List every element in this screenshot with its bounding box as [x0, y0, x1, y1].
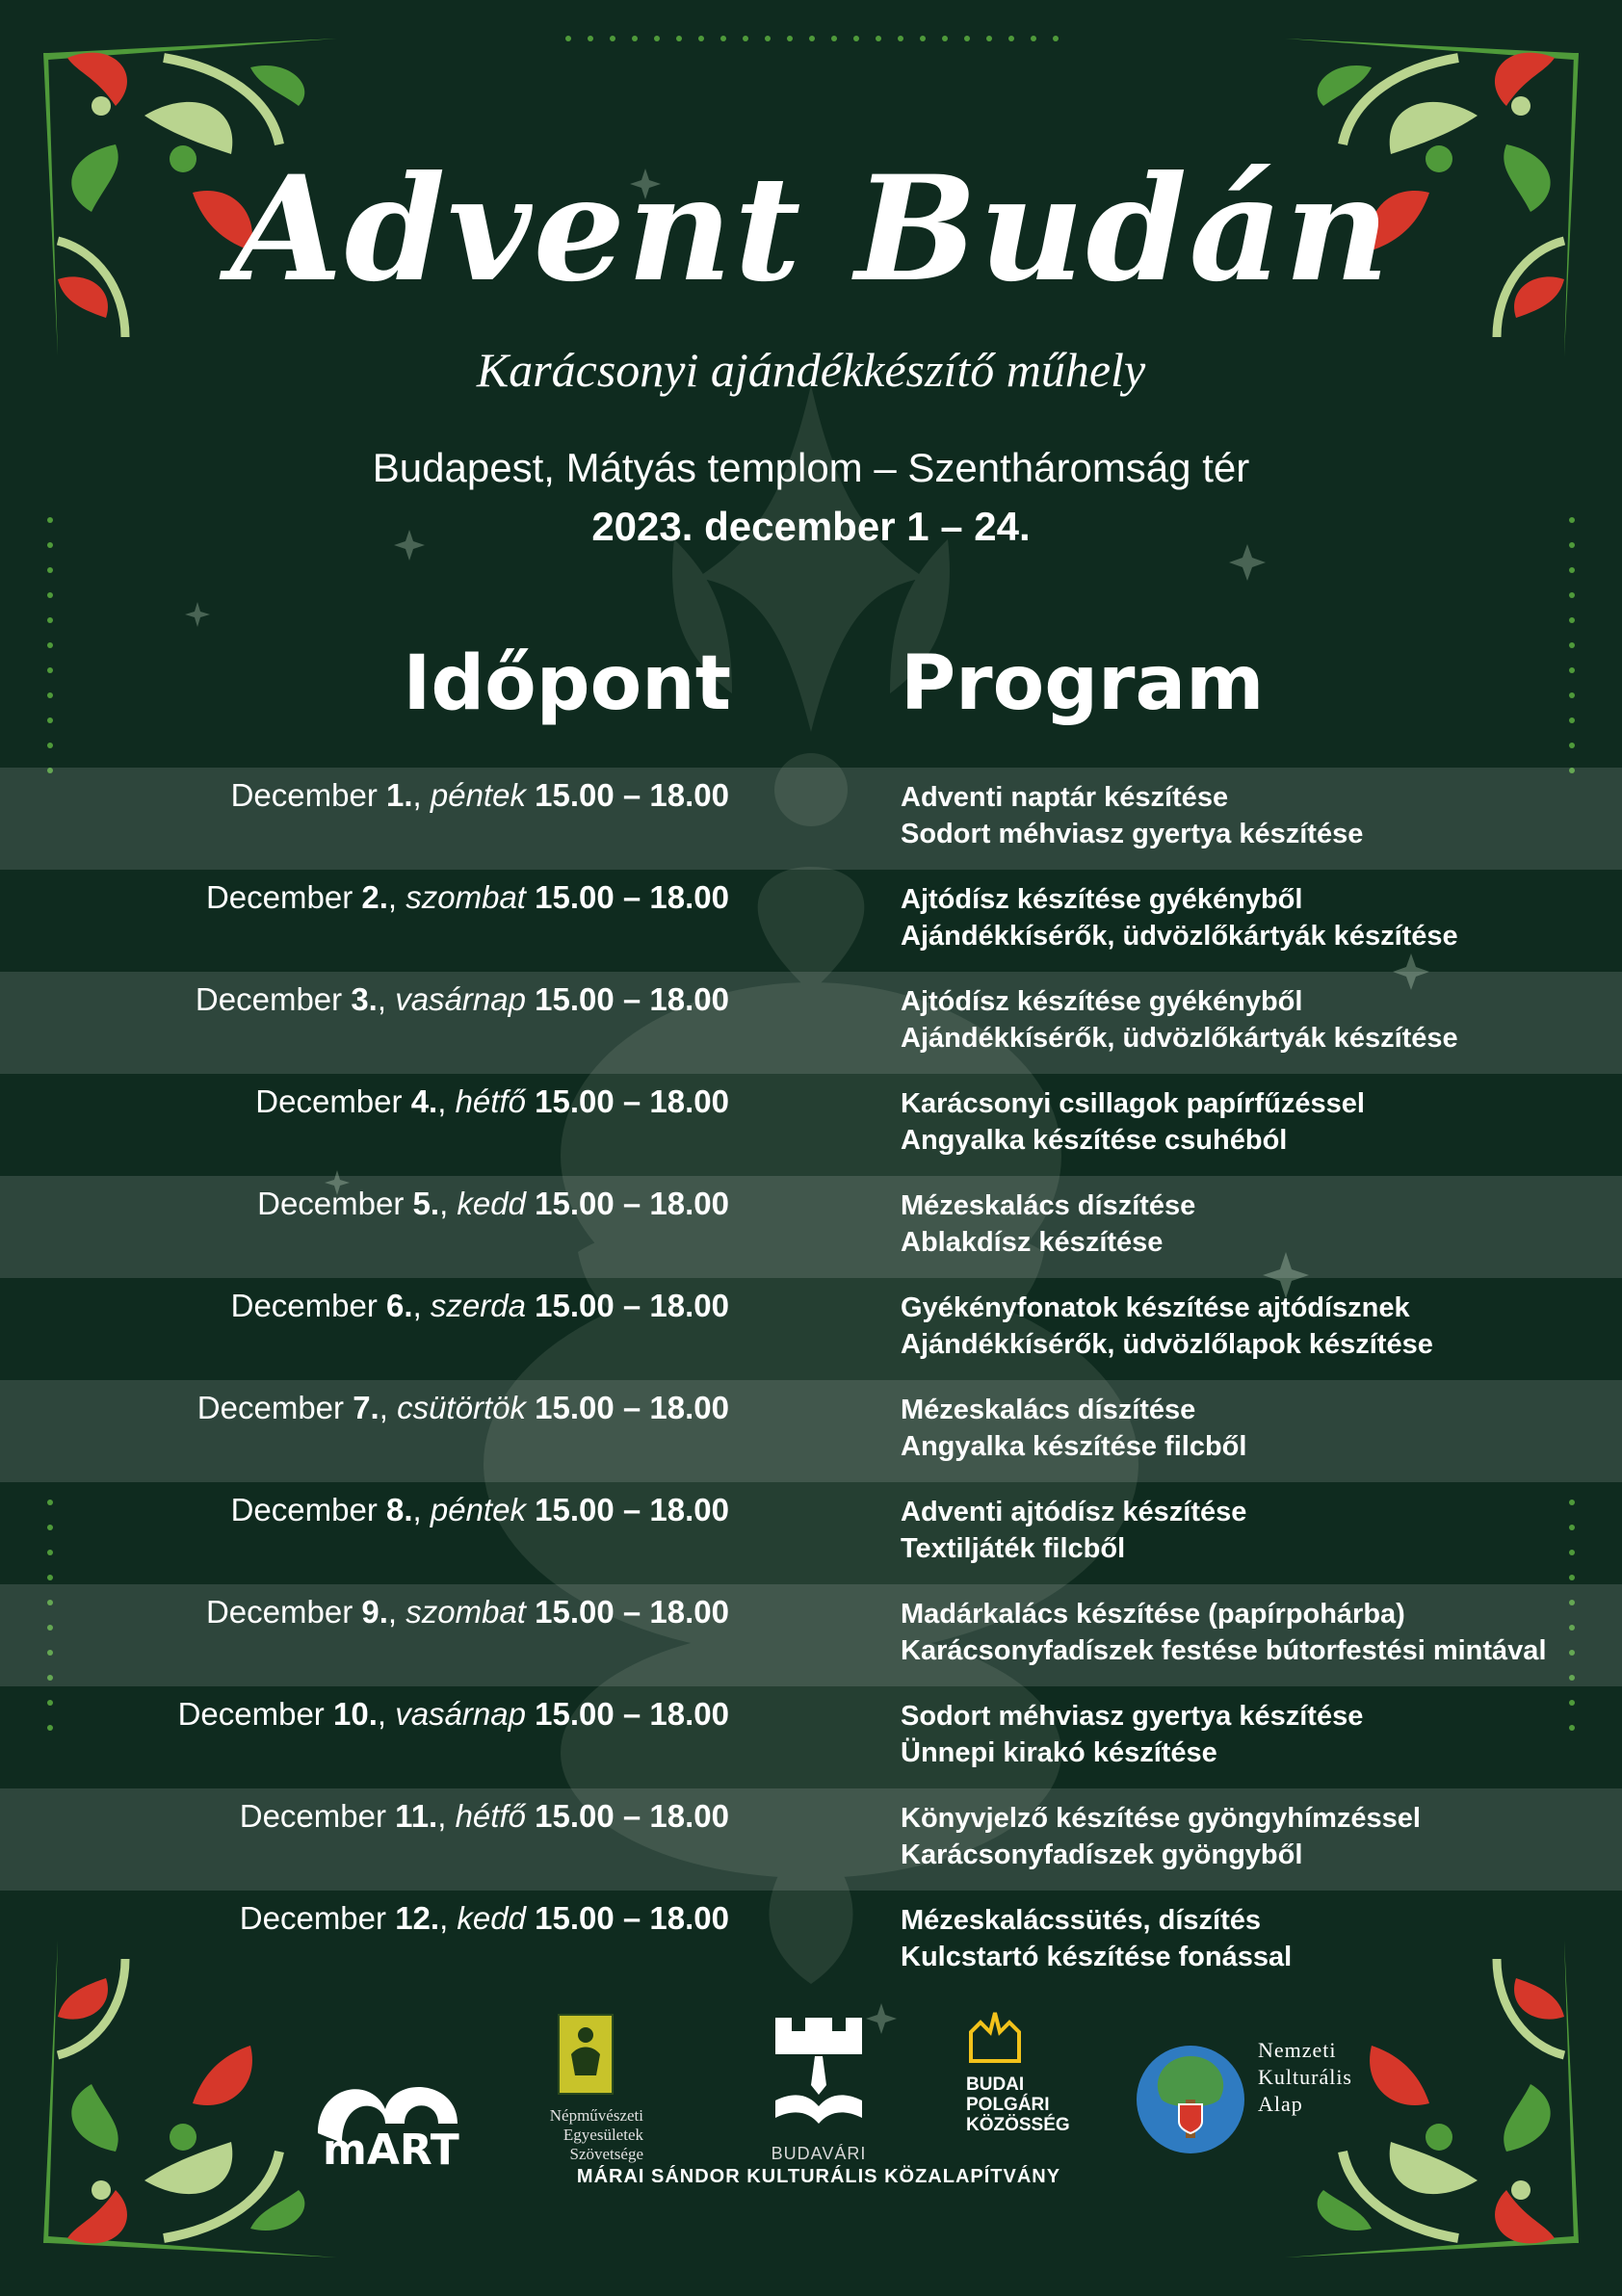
event-dates: 2023. december 1 – 24. [591, 504, 1031, 549]
schedule-hours: 15.00 – 18.00 [535, 1083, 729, 1119]
column-header-program: Program [901, 640, 1265, 727]
schedule-row [0, 1788, 1622, 1891]
schedule-programs [901, 983, 1594, 1057]
program-item: Adventi ajtódísz készítése [901, 1497, 1247, 1527]
event-location: Budapest, Mátyás templom – Szentháromság tér [372, 445, 1250, 490]
schedule-row [0, 1686, 1622, 1788]
schedule-time: December 3., vasárnap 15.00 – 18.00 [195, 981, 729, 1017]
nepmuveszeti-line-2: Egyesületek [562, 2126, 643, 2144]
schedule-weekday: szerda [430, 1288, 526, 1323]
program-item: Sodort méhviasz gyertya készítése [901, 819, 1364, 849]
program-item: Ajándékkísérők, üdvözlőkártyák készítése [901, 921, 1458, 952]
schedule-row [0, 1278, 1622, 1380]
schedule-hours: 15.00 – 18.00 [535, 879, 729, 915]
schedule-time: December 12., kedd 15.00 – 18.00 [239, 1900, 729, 1936]
program-item: Karácsonyfadíszek gyöngyből [901, 1839, 1303, 1870]
program-item: Mézeskalács díszítése [901, 1395, 1196, 1425]
nka-line-2: Kulturális [1258, 2065, 1352, 2089]
schedule-day: 3. [351, 981, 378, 1017]
nka-tree-icon [1135, 2037, 1246, 2162]
schedule-time: December 1., péntek 15.00 – 18.00 [230, 777, 729, 813]
schedule-row [0, 1380, 1622, 1482]
schedule-day: 6. [386, 1288, 413, 1323]
schedule-time: December 11., hétfő 15.00 – 18.00 [239, 1798, 729, 1834]
schedule-row [0, 972, 1622, 1074]
nepmuveszeti-line-3: Szövetsége [569, 2145, 643, 2163]
program-item: Adventi naptár készítése [901, 782, 1229, 813]
schedule-month: December [255, 1083, 403, 1119]
nka-line-3: Alap [1258, 2092, 1303, 2116]
schedule-hours: 15.00 – 18.00 [535, 1798, 729, 1834]
program-item: Ajándékkísérők, üdvözlőlapok készítése [901, 1329, 1433, 1360]
schedule-hours: 15.00 – 18.00 [535, 1186, 729, 1221]
schedule-time: December 10., vasárnap 15.00 – 18.00 [177, 1696, 729, 1732]
bpk-line-3: KÖZÖSSÉG [966, 2115, 1070, 2135]
castle-book-icon [771, 2018, 867, 2133]
schedule-programs [901, 1290, 1594, 1363]
schedule-hours: 15.00 – 18.00 [535, 777, 729, 813]
schedule-programs [901, 1596, 1594, 1669]
schedule-month: December [205, 879, 353, 915]
program-item: Textiljáték filcből [901, 1533, 1126, 1564]
schedule-time: December 4., hétfő 15.00 – 18.00 [255, 1083, 729, 1119]
program-item: Kulcstartó készítése fonással [901, 1942, 1293, 1972]
schedule-time: December 8., péntek 15.00 – 18.00 [230, 1492, 729, 1527]
schedule-month: December [230, 1492, 378, 1527]
schedule-day: 8. [386, 1492, 413, 1527]
schedule-month: December [205, 1594, 353, 1630]
schedule-row [0, 1891, 1622, 1993]
schedule-programs [901, 779, 1594, 852]
bpk-line-1: BUDAI [966, 2074, 1025, 2095]
schedule-time: December 9., szombat 15.00 – 18.00 [205, 1594, 729, 1630]
column-header-time: Időpont [403, 640, 731, 727]
schedule-programs [901, 1698, 1594, 1771]
schedule-hours: 15.00 – 18.00 [535, 1492, 729, 1527]
poster-subtitle: Karácsonyi ajándékkészítő műhely [476, 343, 1146, 397]
budai-polgari-kozosseg-logo [966, 2008, 1082, 2135]
schedule-programs [901, 1392, 1594, 1465]
mart-logo-text: mART [323, 2126, 459, 2172]
schedule-programs [901, 1494, 1594, 1567]
schedule-month: December [230, 777, 378, 813]
schedule-programs [901, 1800, 1594, 1873]
schedule-weekday: péntek [430, 777, 526, 813]
schedule-weekday: kedd [457, 1186, 526, 1221]
schedule-weekday: csütörtök [397, 1390, 526, 1425]
nka-line-1: Nemzeti [1258, 2038, 1337, 2062]
schedule-weekday: szombat [406, 1594, 526, 1630]
schedule-row [0, 768, 1622, 870]
schedule-month: December [195, 981, 343, 1017]
program-item: Ajtódísz készítése gyékényből [901, 986, 1303, 1017]
schedule-day: 5. [412, 1186, 440, 1221]
program-item: Angyalka készítése csuhéból [901, 1125, 1288, 1156]
schedule-row [0, 870, 1622, 972]
schedule-programs [901, 881, 1594, 954]
schedule-day: 9. [361, 1594, 388, 1630]
schedule-weekday: hétfő [455, 1083, 526, 1119]
schedule-row [0, 1482, 1622, 1584]
program-item: Mézeskalács díszítése [901, 1190, 1196, 1221]
program-item: Ajtódísz készítése gyékényből [901, 884, 1303, 915]
schedule-time: December 5., kedd 15.00 – 18.00 [257, 1186, 729, 1221]
nepmuveszeti-line-1: Népművészeti [549, 2106, 643, 2125]
schedule-programs [901, 1902, 1594, 1975]
budavari-label: BUDAVÁRI [771, 2144, 867, 2163]
program-item: Angyalka készítése filcből [901, 1431, 1247, 1462]
program-item: Mézeskalácssütés, díszítés [901, 1905, 1261, 1936]
schedule-day: 11. [395, 1798, 438, 1834]
schedule-weekday: kedd [457, 1900, 526, 1936]
schedule-day: 7. [353, 1390, 379, 1425]
schedule-month: December [257, 1186, 405, 1221]
program-item: Ünnepi kirakó készítése [901, 1737, 1217, 1768]
schedule-hours: 15.00 – 18.00 [535, 1696, 729, 1732]
schedule-weekday: péntek [430, 1492, 526, 1527]
schedule-weekday: szombat [406, 879, 526, 915]
schedule-hours: 15.00 – 18.00 [535, 981, 729, 1017]
program-item: Karácsonyfadíszek festése bútorfestési mintával [901, 1635, 1547, 1666]
schedule-row [0, 1074, 1622, 1176]
program-item: Ajándékkísérők, üdvözlőkártyák készítése [901, 1023, 1458, 1054]
program-item: Karácsonyi csillagok papírfűzéssel [901, 1088, 1365, 1119]
marai-foundation-label: MÁRAI SÁNDOR KULTURÁLIS KÖZALAPÍTVÁNY [576, 2166, 1061, 2187]
bpk-line-2: POLGÁRI [966, 2095, 1050, 2115]
schedule-hours: 15.00 – 18.00 [535, 1594, 729, 1630]
schedule-hours: 15.00 – 18.00 [535, 1288, 729, 1323]
schedule-hours: 15.00 – 18.00 [535, 1900, 729, 1936]
mart-logo-mark [313, 2066, 467, 2172]
schedule-month: December [239, 1798, 386, 1834]
schedule-month: December [177, 1696, 325, 1732]
schedule-month: December [196, 1390, 345, 1425]
schedule-weekday: hétfő [455, 1798, 526, 1834]
schedule-row [0, 1176, 1622, 1278]
schedule-month: December [239, 1900, 387, 1936]
schedule-day: 4. [410, 1083, 438, 1119]
schedule-day: 10. [332, 1696, 378, 1732]
program-item: Gyékényfonatok készítése ajtódísznek [901, 1292, 1410, 1323]
schedule-time: December 6., szerda 15.00 – 18.00 [230, 1288, 729, 1323]
program-item: Könyvjelző készítése gyöngyhímzéssel [901, 1803, 1421, 1834]
schedule-time: December 7., csütörtök 15.00 – 18.00 [196, 1390, 729, 1425]
bpk-church-icon [966, 2008, 1024, 2066]
schedule-weekday: vasárnap [395, 981, 526, 1017]
schedule-weekday: vasárnap [395, 1696, 526, 1732]
schedule-table [0, 768, 1622, 1993]
schedule-row [0, 1584, 1622, 1686]
schedule-month: December [230, 1288, 378, 1323]
mart-logo [313, 2066, 467, 2177]
sponsor-logos [0, 2008, 1622, 2210]
poster-title: Advent Budán [230, 144, 1392, 314]
schedule-day: 1. [386, 777, 413, 813]
schedule-day: 2. [361, 879, 388, 915]
program-item: Madárkalács készítése (papírpohárba) [901, 1599, 1405, 1630]
program-item: Ablakdísz készítése [901, 1227, 1164, 1258]
schedule-hours: 15.00 – 18.00 [535, 1390, 729, 1425]
schedule-day: 12. [395, 1900, 440, 1936]
schedule-programs [901, 1085, 1594, 1159]
schedule-programs [901, 1187, 1594, 1261]
nka-logo [1135, 2037, 1366, 2162]
program-item: Sodort méhviasz gyertya készítése [901, 1701, 1364, 1732]
schedule-time: December 2., szombat 15.00 – 18.00 [205, 879, 729, 915]
